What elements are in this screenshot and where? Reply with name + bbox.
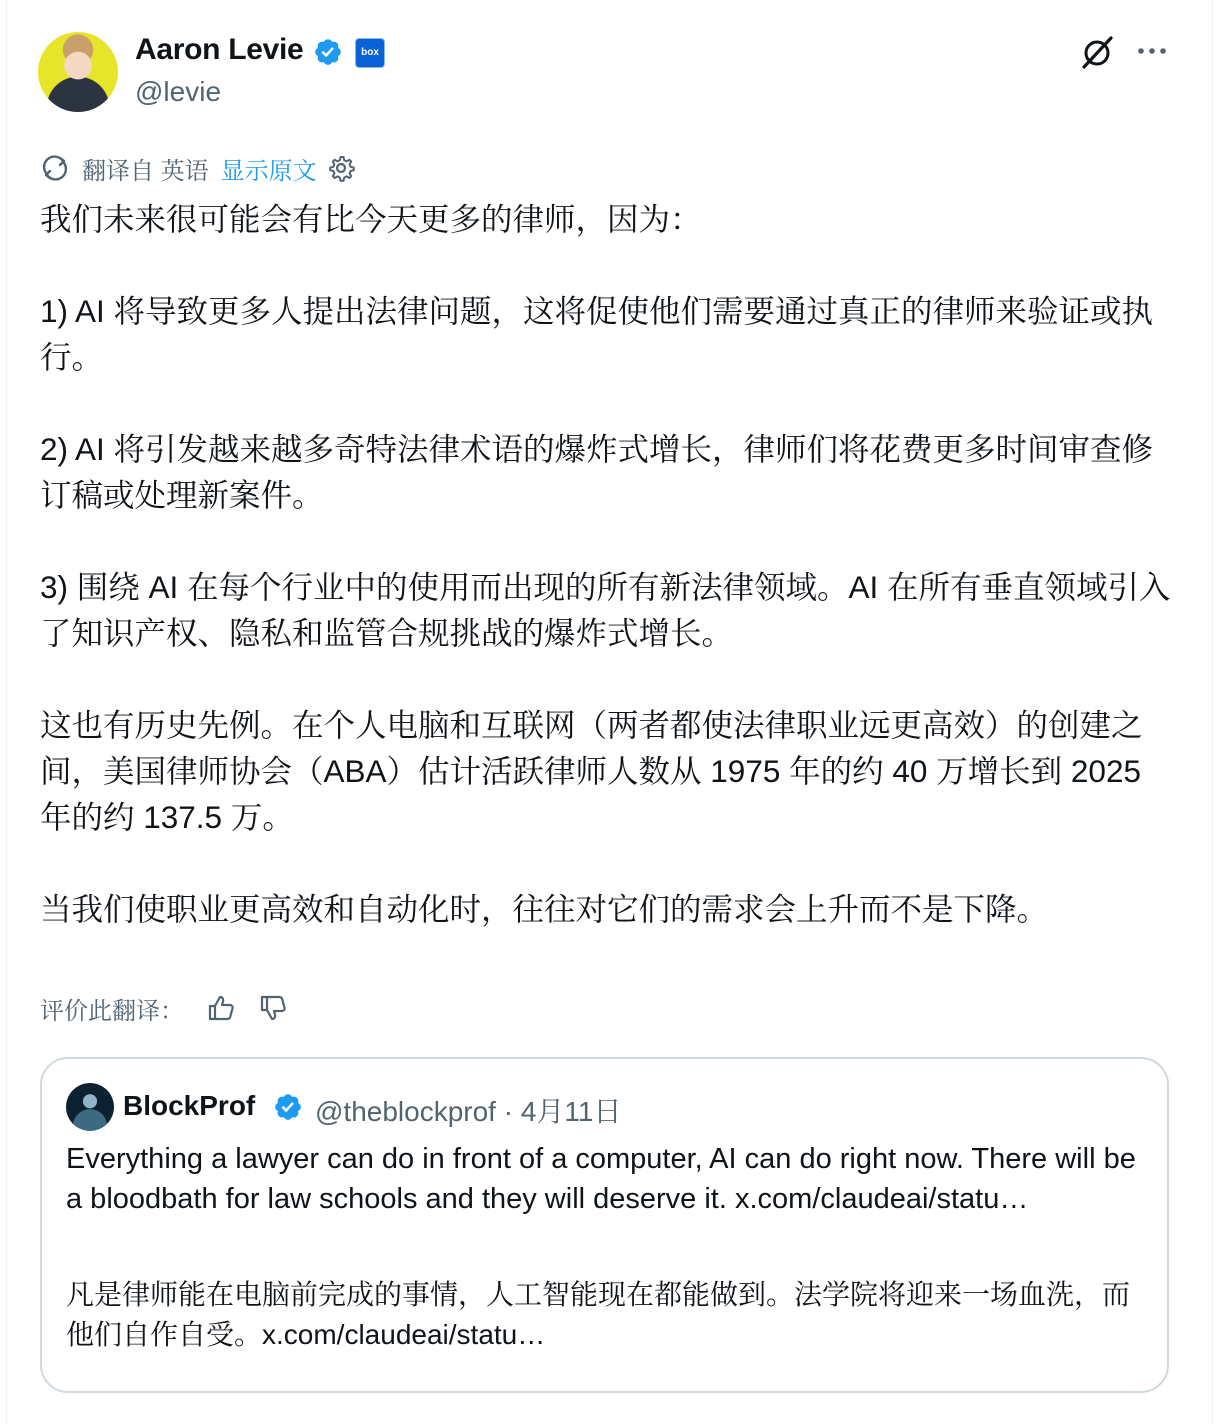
verified-badge-icon (273, 1092, 303, 1122)
tweet-paragraph: 2) AI 将引发越来越多奇特法律术语的爆炸式增长，律师们将花费更多时间审查修订稿或处理新案件。 (40, 431, 1154, 513)
author-handle[interactable]: @levie (135, 76, 222, 107)
thumb-up-icon[interactable] (206, 993, 236, 1023)
author-name[interactable]: Aaron Levie (135, 33, 304, 66)
thumb-down-icon[interactable] (258, 993, 288, 1023)
translation-label: 翻译自 英语 (82, 157, 209, 185)
verified-badge-icon (313, 37, 343, 67)
tweet-text (40, 196, 1180, 932)
quoted-tweet-card[interactable] (40, 1057, 1169, 1393)
left-border (6, 0, 7, 1424)
show-original-link[interactable]: 显示原文 (220, 157, 317, 185)
rate-translation-label: 评价此翻译： (40, 997, 184, 1025)
author-avatar[interactable] (38, 32, 118, 112)
box-affiliate-badge[interactable]: box (355, 38, 385, 68)
quoted-author-name[interactable]: BlockProf (123, 1090, 256, 1121)
grok-icon[interactable] (1080, 34, 1116, 70)
right-border (1212, 0, 1213, 1424)
gear-icon[interactable] (327, 154, 355, 182)
tweet-paragraph: 当我们使职业更高效和自动化时，往往对它们的需求会上升而不是下降。 (40, 891, 1049, 927)
quoted-tweet-text: Everything a lawyer can do in front of a computer, AI can do right now. There will be a bloodbath for law schools and they will deserve it. x.com/claudeai/statu… (66, 1143, 1136, 1215)
translation-bar (40, 152, 355, 184)
quoted-author-avatar[interactable] (66, 1083, 114, 1131)
tweet-paragraph: 3) 围绕 AI 在每个行业中的使用而出现的所有新法律领域。AI 在所有垂直领域引入了知识产权、隐私和监管合规挑战的爆炸式增长。 (40, 569, 1171, 651)
rate-translation-bar (40, 990, 288, 1026)
tweet-paragraph: 这也有历史先例。在个人电脑和互联网（两者都使法律职业远更高效）的创建之间，美国律师协会（ABA）估计活跃律师人数从 1975 年的约 40 万增长到 2025 年的约 137.5 万。 (40, 707, 1143, 835)
quoted-tweet-translation: 凡是律师能在电脑前完成的事情，人工智能现在都能做到。法学院将迎来一场血洗，而他们自作自受。x.com/claudeai/statu… (66, 1279, 1131, 1350)
more-options-icon[interactable] (1134, 36, 1170, 66)
quoted-author-handle-date: @theblockprof · 4月11日 (315, 1096, 622, 1127)
translate-icon (40, 153, 70, 183)
tweet-paragraph: 我们未来很可能会有比今天更多的律师，因为： (40, 201, 702, 237)
tweet-paragraph: 1) AI 将导致更多人提出法律问题，这将促使他们需要通过真正的律师来验证或执行。 (40, 293, 1154, 375)
